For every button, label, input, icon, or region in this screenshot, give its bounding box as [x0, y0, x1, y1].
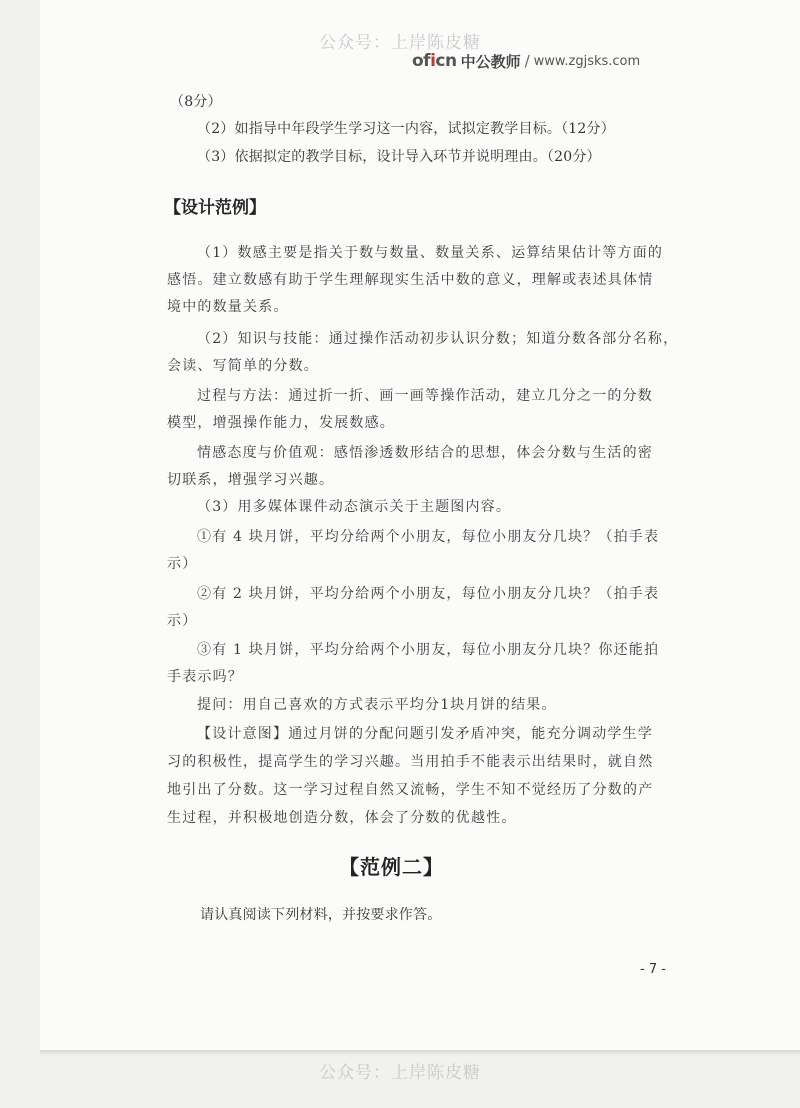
page-number: - 7 -: [640, 962, 666, 977]
section-title-example-two: 【范例二】: [339, 855, 444, 879]
watermark-bottom: 公众号：上岸陈皮糖: [319, 1063, 481, 1083]
question-3: （3）依据拟定的教学目标，设计导入环节并说明理由。（20分）: [197, 149, 601, 165]
body-line: ①有 4 块月饼，平均分给两个小朋友，每位小朋友分几块？（拍手表: [197, 529, 660, 545]
body-line: 示）: [167, 556, 198, 572]
body-line: 地引出了分数。这一学习过程自然又流畅，学生不知不觉经历了分数的产: [167, 782, 654, 798]
body-line: 示）: [167, 613, 198, 629]
body-line: 情感态度与价值观：感悟渗透数形结合的思想，体会分数与生活的密: [197, 445, 653, 461]
body-line: （2）知识与技能：通过操作活动初步认识分数；知道分数各部分名称，: [197, 331, 679, 347]
design-intent-line: 【设计意图】通过月饼的分配问题引发矛盾冲突，能充分调动学生学: [197, 726, 653, 742]
body-line: ③有 1 块月饼，平均分给两个小朋友，每位小朋友分几块？你还能拍: [197, 642, 660, 658]
instruction-text: 请认真阅读下列材料，并按要求作答。: [200, 907, 442, 923]
body-line: 会读、写简单的分数。: [167, 358, 319, 374]
body-line: （1）数感主要是指关于数与数量、数量关系、运算结果估计等方面的: [197, 245, 664, 261]
body-line: 习的积极性，提高学生的学习兴趣。当用拍手不能表示出结果时，就自然: [167, 754, 654, 770]
body-line: 过程与方法：通过折一折、画一画等操作活动，建立几分之一的分数: [197, 388, 653, 404]
body-line: （3）用多媒体课件动态演示关于主题图内容。: [197, 499, 512, 515]
body-line: 感悟。建立数感有助于学生理解现实生活中数的意义，理解或表述具体情: [167, 272, 654, 288]
section-title-design-example: 【设计范例】: [164, 198, 266, 218]
logo-mark: oficn: [412, 51, 457, 71]
body-line: 切联系，增强学习兴趣。: [167, 472, 335, 488]
question-2: （2）如指导中年段学生学习这一内容，试拟定教学目标。（12分）: [197, 121, 615, 137]
body-line: 境中的数量关系。: [167, 299, 289, 315]
publisher-logo: [412, 50, 640, 72]
body-line: 手表示吗？: [167, 669, 243, 685]
logo-name: 中公教师: [460, 52, 521, 71]
logo-separator: /: [524, 52, 530, 70]
question-score-line: （8分）: [170, 94, 222, 110]
watermark-top: 公众号：上岸陈皮糖: [319, 33, 481, 53]
page-edge-shadow: [40, 1050, 800, 1056]
body-line: 提问：用自己喜欢的方式表示平均分1块月饼的结果。: [197, 697, 557, 713]
logo-url: www.zgjsks.com: [533, 53, 641, 69]
body-line: 生过程，并积极地创造分数，体会了分数的优越性。: [167, 810, 517, 826]
body-line: ②有 2 块月饼，平均分给两个小朋友，每位小朋友分几块？（拍手表: [197, 586, 660, 602]
body-line: 模型，增强操作能力，发展数感。: [167, 415, 395, 431]
